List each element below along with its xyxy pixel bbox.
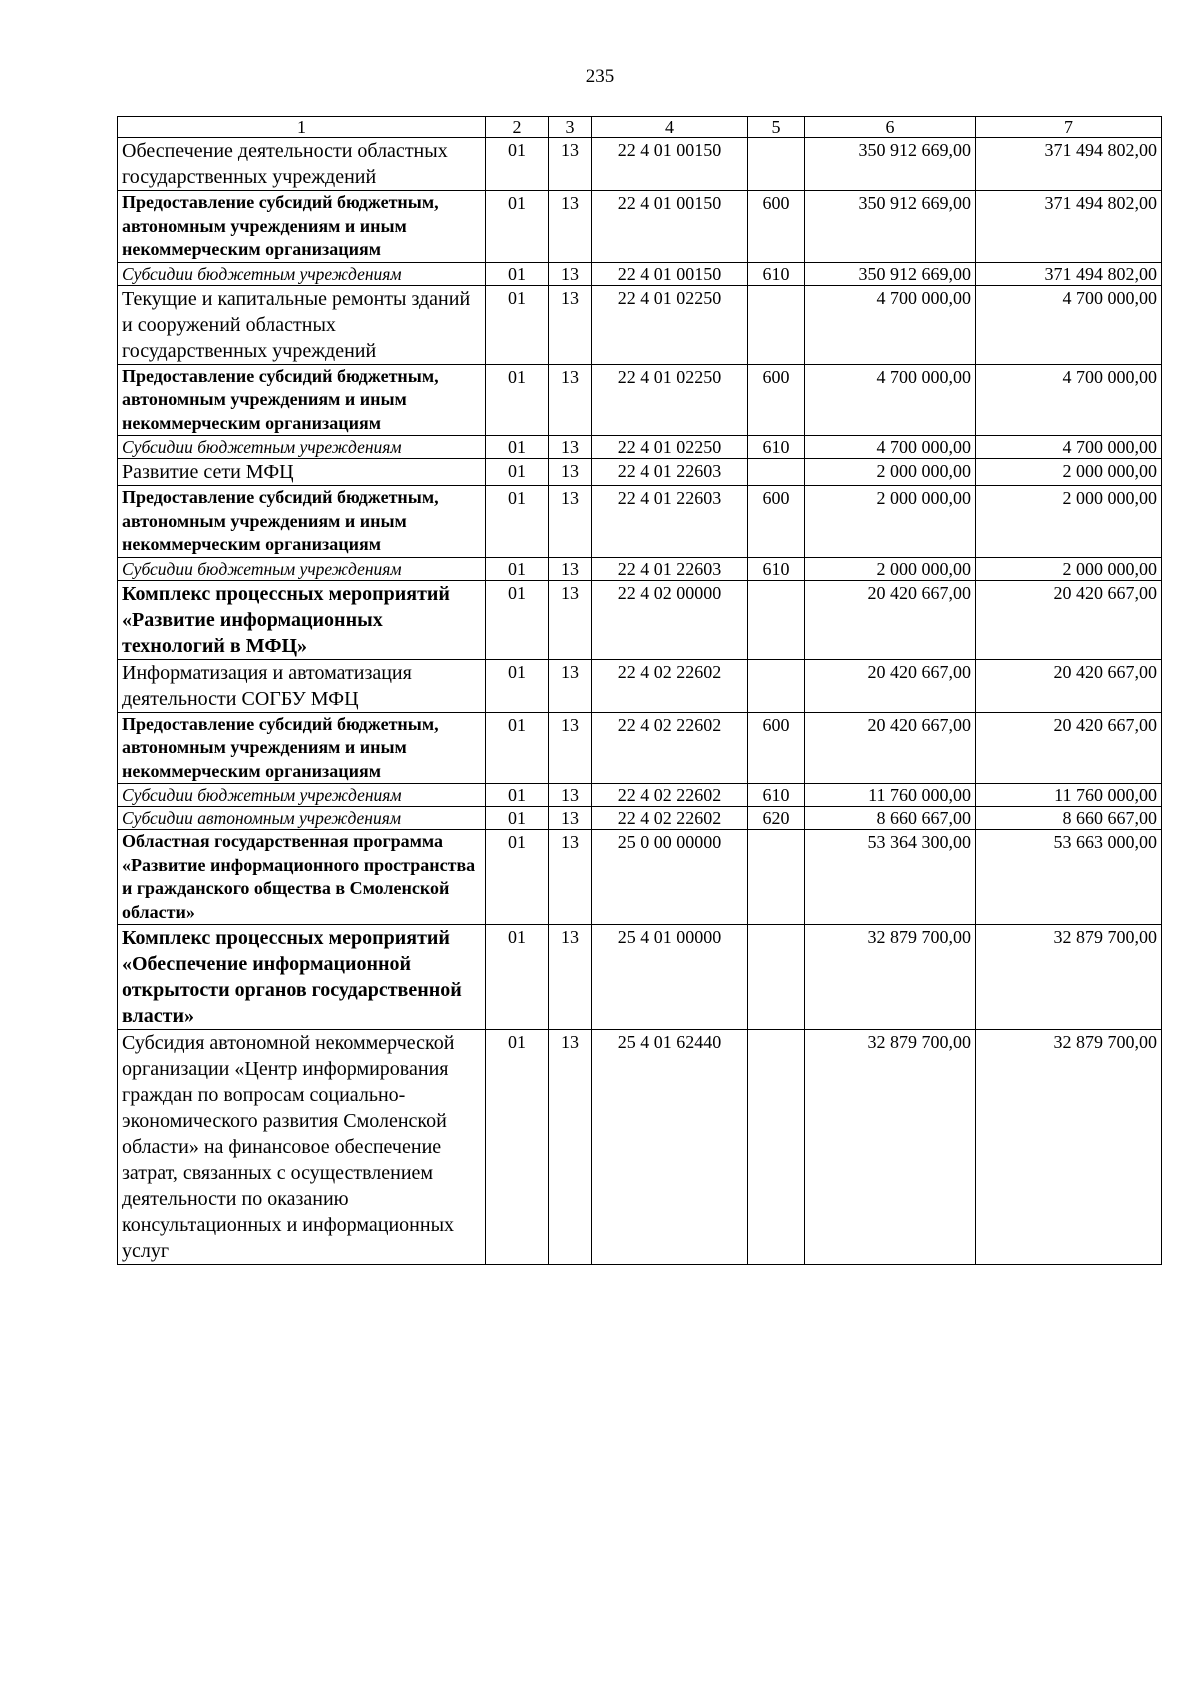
section-code-cell: 01 xyxy=(486,138,549,191)
amount-year1-cell: 32 879 700,00 xyxy=(805,1030,976,1265)
item-name-cell: Развитие сети МФЦ xyxy=(118,459,486,486)
header-cell: 6 xyxy=(805,117,976,138)
header-cell: 1 xyxy=(118,117,486,138)
item-name-cell: Обеспечение деятельности областных государственных учреждений xyxy=(118,138,486,191)
amount-year1-cell: 20 420 667,00 xyxy=(805,659,976,712)
table-row xyxy=(118,138,1162,191)
item-name-cell: Субсидии бюджетным учреждениям xyxy=(118,784,486,807)
expense-type-cell xyxy=(748,138,805,191)
header-cell: 2 xyxy=(486,117,549,138)
expense-type-cell xyxy=(748,580,805,659)
section-code-cell: 01 xyxy=(486,580,549,659)
amount-year1-cell: 350 912 669,00 xyxy=(805,138,976,191)
expense-type-cell: 600 xyxy=(748,486,805,558)
subsection-code-cell: 13 xyxy=(549,138,592,191)
item-name-cell: Субсидия автономной некоммерческой организации «Центр информирования граждан по вопросам социально-экономического развития Смоленской области» на финансовое обеспечение затрат, связанных с осуществлением деятельности по оказанию консультационных и информационных услуг xyxy=(118,1030,486,1265)
target-article-cell: 25 4 01 62440 xyxy=(592,1030,748,1265)
expense-type-cell xyxy=(748,459,805,486)
amount-year2-cell: 2 000 000,00 xyxy=(976,486,1162,558)
amount-year2-cell: 11 760 000,00 xyxy=(976,784,1162,807)
section-code-cell: 01 xyxy=(486,459,549,486)
amount-year2-cell: 4 700 000,00 xyxy=(976,285,1162,364)
amount-year2-cell: 2 000 000,00 xyxy=(976,557,1162,580)
table-row xyxy=(118,459,1162,486)
section-code-cell: 01 xyxy=(486,925,549,1030)
amount-year2-cell: 371 494 802,00 xyxy=(976,191,1162,263)
target-article-cell: 22 4 01 02250 xyxy=(592,285,748,364)
amount-year1-cell: 20 420 667,00 xyxy=(805,580,976,659)
amount-year1-cell: 350 912 669,00 xyxy=(805,262,976,285)
expense-type-cell xyxy=(748,285,805,364)
subsection-code-cell: 13 xyxy=(549,557,592,580)
item-name-cell: Предоставление субсидий бюджетным, автономным учреждениям и иным некоммерческим организациям xyxy=(118,191,486,263)
section-code-cell: 01 xyxy=(486,784,549,807)
item-name-cell: Субсидии автономным учреждениям xyxy=(118,807,486,830)
subsection-code-cell: 13 xyxy=(549,580,592,659)
table-row xyxy=(118,1030,1162,1265)
target-article-cell: 25 0 00 00000 xyxy=(592,830,748,925)
amount-year2-cell: 32 879 700,00 xyxy=(976,925,1162,1030)
section-code-cell: 01 xyxy=(486,364,549,436)
item-name-cell: Информатизация и автоматизация деятельности СОГБУ МФЦ xyxy=(118,659,486,712)
header-cell: 5 xyxy=(748,117,805,138)
amount-year2-cell: 4 700 000,00 xyxy=(976,436,1162,459)
amount-year1-cell: 4 700 000,00 xyxy=(805,364,976,436)
subsection-code-cell: 13 xyxy=(549,459,592,486)
expense-type-cell: 610 xyxy=(748,784,805,807)
item-name-cell: Областная государственная программа «Развитие информационного пространства и гражданского общества в Смоленской области» xyxy=(118,830,486,925)
table-row xyxy=(118,285,1162,364)
table-row xyxy=(118,262,1162,285)
item-name-cell: Субсидии бюджетным учреждениям xyxy=(118,557,486,580)
table-row xyxy=(118,486,1162,558)
table-row xyxy=(118,784,1162,807)
expense-type-cell: 610 xyxy=(748,262,805,285)
item-name-cell: Комплекс процессных мероприятий «Обеспечение информационной открытости органов государственной власти» xyxy=(118,925,486,1030)
table-row xyxy=(118,580,1162,659)
amount-year1-cell: 4 700 000,00 xyxy=(805,285,976,364)
amount-year2-cell: 371 494 802,00 xyxy=(976,262,1162,285)
target-article-cell: 22 4 01 22603 xyxy=(592,459,748,486)
header-cell: 7 xyxy=(976,117,1162,138)
subsection-code-cell: 13 xyxy=(549,285,592,364)
expense-type-cell: 610 xyxy=(748,557,805,580)
table-row xyxy=(118,712,1162,784)
target-article-cell: 25 4 01 00000 xyxy=(592,925,748,1030)
subsection-code-cell: 13 xyxy=(549,486,592,558)
subsection-code-cell: 13 xyxy=(549,807,592,830)
expense-type-cell: 620 xyxy=(748,807,805,830)
table-row xyxy=(118,436,1162,459)
subsection-code-cell: 13 xyxy=(549,262,592,285)
amount-year1-cell: 2 000 000,00 xyxy=(805,486,976,558)
amount-year2-cell: 32 879 700,00 xyxy=(976,1030,1162,1265)
target-article-cell: 22 4 02 22602 xyxy=(592,784,748,807)
subsection-code-cell: 13 xyxy=(549,925,592,1030)
header-row xyxy=(118,117,1162,138)
table-row xyxy=(118,830,1162,925)
subsection-code-cell: 13 xyxy=(549,191,592,263)
header-cell: 3 xyxy=(549,117,592,138)
subsection-code-cell: 13 xyxy=(549,1030,592,1265)
expense-type-cell: 610 xyxy=(748,436,805,459)
target-article-cell: 22 4 01 00150 xyxy=(592,262,748,285)
amount-year1-cell: 2 000 000,00 xyxy=(805,557,976,580)
expense-type-cell: 600 xyxy=(748,712,805,784)
section-code-cell: 01 xyxy=(486,712,549,784)
table-row xyxy=(118,659,1162,712)
target-article-cell: 22 4 02 00000 xyxy=(592,580,748,659)
amount-year1-cell: 53 364 300,00 xyxy=(805,830,976,925)
target-article-cell: 22 4 01 22603 xyxy=(592,557,748,580)
subsection-code-cell: 13 xyxy=(549,830,592,925)
table-row xyxy=(118,364,1162,436)
amount-year2-cell: 8 660 667,00 xyxy=(976,807,1162,830)
section-code-cell: 01 xyxy=(486,557,549,580)
subsection-code-cell: 13 xyxy=(549,712,592,784)
section-code-cell: 01 xyxy=(486,807,549,830)
subsection-code-cell: 13 xyxy=(549,784,592,807)
expense-type-cell xyxy=(748,659,805,712)
subsection-code-cell: 13 xyxy=(549,436,592,459)
section-code-cell: 01 xyxy=(486,285,549,364)
amount-year2-cell: 20 420 667,00 xyxy=(976,580,1162,659)
amount-year1-cell: 8 660 667,00 xyxy=(805,807,976,830)
item-name-cell: Субсидии бюджетным учреждениям xyxy=(118,436,486,459)
expense-type-cell xyxy=(748,830,805,925)
target-article-cell: 22 4 01 00150 xyxy=(592,138,748,191)
item-name-cell: Субсидии бюджетным учреждениям xyxy=(118,262,486,285)
target-article-cell: 22 4 02 22602 xyxy=(592,807,748,830)
expense-type-cell xyxy=(748,1030,805,1265)
amount-year1-cell: 11 760 000,00 xyxy=(805,784,976,807)
section-code-cell: 01 xyxy=(486,262,549,285)
amount-year2-cell: 20 420 667,00 xyxy=(976,712,1162,784)
target-article-cell: 22 4 02 22602 xyxy=(592,712,748,784)
section-code-cell: 01 xyxy=(486,191,549,263)
item-name-cell: Предоставление субсидий бюджетным, автономным учреждениям и иным некоммерческим организациям xyxy=(118,712,486,784)
expense-type-cell: 600 xyxy=(748,191,805,263)
subsection-code-cell: 13 xyxy=(549,659,592,712)
item-name-cell: Текущие и капитальные ремонты зданий и сооружений областных государственных учреждений xyxy=(118,285,486,364)
target-article-cell: 22 4 01 00150 xyxy=(592,191,748,263)
budget-table xyxy=(117,116,1162,1265)
amount-year1-cell: 4 700 000,00 xyxy=(805,436,976,459)
amount-year1-cell: 20 420 667,00 xyxy=(805,712,976,784)
amount-year1-cell: 32 879 700,00 xyxy=(805,925,976,1030)
amount-year2-cell: 371 494 802,00 xyxy=(976,138,1162,191)
table-row xyxy=(118,807,1162,830)
subsection-code-cell: 13 xyxy=(549,364,592,436)
target-article-cell: 22 4 01 02250 xyxy=(592,436,748,459)
amount-year1-cell: 2 000 000,00 xyxy=(805,459,976,486)
item-name-cell: Предоставление субсидий бюджетным, автономным учреждениям и иным некоммерческим организациям xyxy=(118,364,486,436)
target-article-cell: 22 4 01 02250 xyxy=(592,364,748,436)
expense-type-cell: 600 xyxy=(748,364,805,436)
expense-type-cell xyxy=(748,925,805,1030)
section-code-cell: 01 xyxy=(486,486,549,558)
amount-year2-cell: 2 000 000,00 xyxy=(976,459,1162,486)
item-name-cell: Предоставление субсидий бюджетным, автономным учреждениям и иным некоммерческим организациям xyxy=(118,486,486,558)
amount-year1-cell: 350 912 669,00 xyxy=(805,191,976,263)
table-row xyxy=(118,557,1162,580)
table-row xyxy=(118,191,1162,263)
table-row xyxy=(118,925,1162,1030)
amount-year2-cell: 53 663 000,00 xyxy=(976,830,1162,925)
target-article-cell: 22 4 01 22603 xyxy=(592,486,748,558)
section-code-cell: 01 xyxy=(486,436,549,459)
target-article-cell: 22 4 02 22602 xyxy=(592,659,748,712)
page-number: 235 xyxy=(585,66,615,87)
amount-year2-cell: 20 420 667,00 xyxy=(976,659,1162,712)
header-cell: 4 xyxy=(592,117,748,138)
section-code-cell: 01 xyxy=(486,659,549,712)
item-name-cell: Комплекс процессных мероприятий «Развитие информационных технологий в МФЦ» xyxy=(118,580,486,659)
section-code-cell: 01 xyxy=(486,1030,549,1265)
section-code-cell: 01 xyxy=(486,830,549,925)
amount-year2-cell: 4 700 000,00 xyxy=(976,364,1162,436)
